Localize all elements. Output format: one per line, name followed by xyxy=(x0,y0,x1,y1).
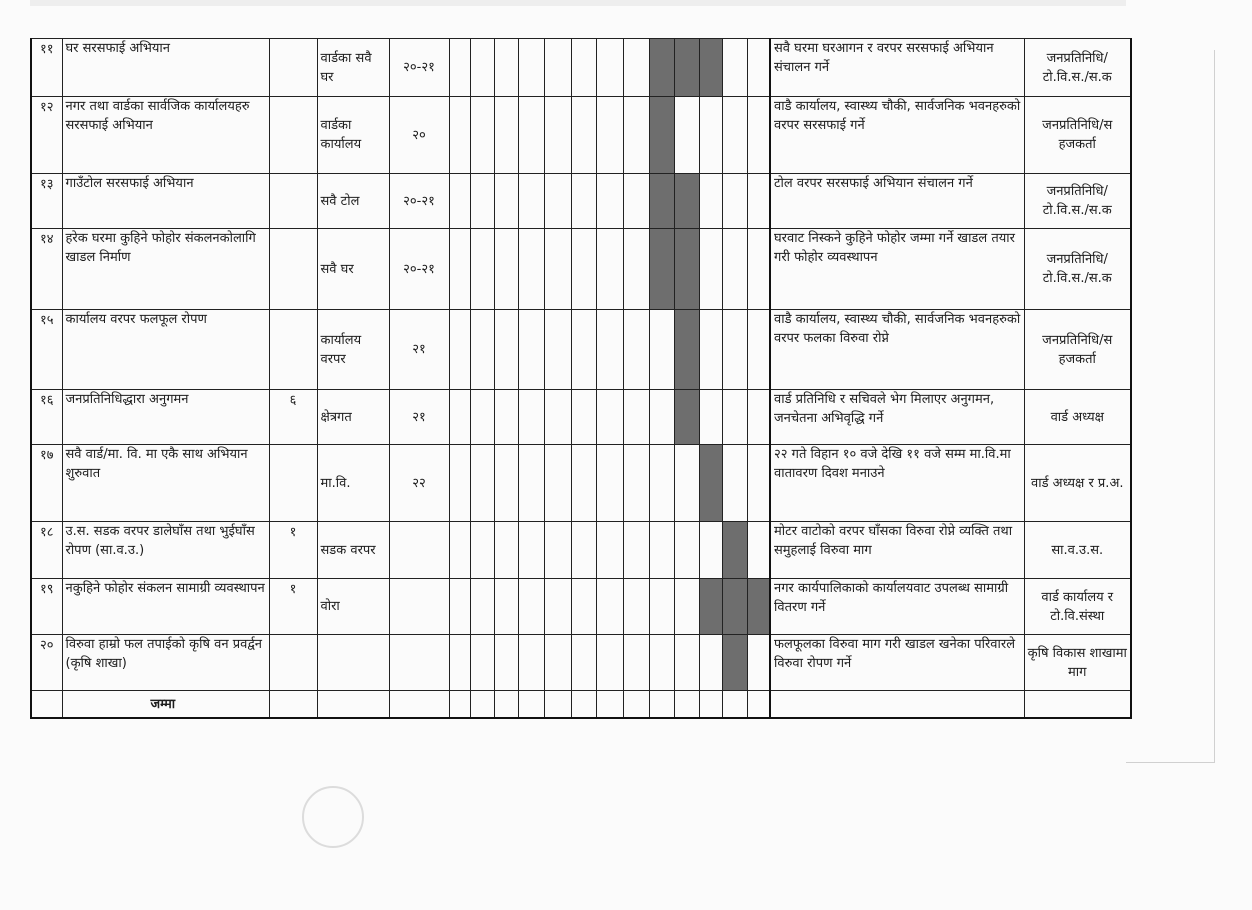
schedule-grid-cell xyxy=(518,445,544,522)
schedule-grid-cell xyxy=(544,390,571,445)
faint-office-stamp xyxy=(302,786,364,848)
schedule-grid-cell xyxy=(470,310,494,390)
schedule-grid-cell xyxy=(544,174,571,229)
schedule-grid-cell xyxy=(449,445,470,522)
schedule-grid-cell xyxy=(470,39,494,97)
schedule-grid-cell xyxy=(571,579,596,635)
schedule-grid-cell xyxy=(494,174,518,229)
schedule-grid-cell xyxy=(571,39,596,97)
responsible-cell: जनप्रतिनिधि/स हजकर्ता xyxy=(1024,310,1131,390)
responsible-cell: जनप्रतिनिधि/स हजकर्ता xyxy=(1024,97,1131,174)
schedule-grid-cell xyxy=(623,229,649,310)
schedule-grid-cell xyxy=(699,579,722,635)
quantity-cell xyxy=(269,97,317,174)
page-top-strip xyxy=(30,0,1126,6)
schedule-grid-cell xyxy=(494,445,518,522)
activity-cell: उ.स. सडक वरपर डालेघाँस तथा भुईघाँस रोपण (सा.व.उ.) xyxy=(62,522,269,579)
schedule-grid-cell xyxy=(747,310,770,390)
schedule-grid-cell xyxy=(722,390,747,445)
schedule-grid-cell xyxy=(449,39,470,97)
place-cell: क्षेत्रगत xyxy=(317,390,389,445)
schedule-grid-cell xyxy=(674,522,699,579)
responsible-cell: जनप्रतिनिधि/ टो.वि.स./स.क xyxy=(1024,39,1131,97)
schedule-grid-cell xyxy=(674,310,699,390)
schedule-grid-cell xyxy=(747,97,770,174)
schedule-grid-cell xyxy=(623,39,649,97)
schedule-grid-cell xyxy=(596,310,623,390)
quantity-cell: १ xyxy=(269,579,317,635)
quantity-cell xyxy=(269,310,317,390)
schedule-grid-cell xyxy=(699,522,722,579)
description-cell: वार्ड प्रतिनिधि र सचिवले भेग मिलाएर अनुगमन, जनचेतना अभिवृद्धि गर्ने xyxy=(770,390,1024,445)
description-cell: मोटर वाटोको वरपर घाँसका विरुवा रोप्ने व्यक्ति तथा समुहलाई विरुवा माग xyxy=(770,522,1024,579)
schedule-grid-cell xyxy=(518,97,544,174)
activity-cell: हरेक घरमा कुहिने फोहोर संकलनकोलागि खाडल निर्माण xyxy=(62,229,269,310)
schedule-grid-cell xyxy=(470,390,494,445)
schedule-grid-cell xyxy=(722,579,747,635)
serial-number-cell: १९ xyxy=(31,579,62,635)
schedule-grid-cell xyxy=(747,229,770,310)
schedule-grid-cell xyxy=(571,97,596,174)
date-cell: २१ xyxy=(389,310,449,390)
description-cell: टोल वरपर सरसफाई अभियान संचालन गर्ने xyxy=(770,174,1024,229)
schedule-grid-cell xyxy=(722,174,747,229)
schedule-grid-cell xyxy=(470,522,494,579)
schedule-grid-cell xyxy=(649,174,674,229)
schedule-grid-cell xyxy=(699,97,722,174)
schedule-grid-cell xyxy=(596,445,623,522)
schedule-grid-cell xyxy=(649,97,674,174)
schedule-grid-cell xyxy=(571,229,596,310)
schedule-grid-cell xyxy=(494,97,518,174)
description-cell: घरवाट निस्कने कुहिने फोहोर जम्मा गर्ने खाडल तयार गरी फोहोर व्यवस्थापन xyxy=(770,229,1024,310)
schedule-grid-cell xyxy=(649,635,674,691)
schedule-grid-cell xyxy=(449,174,470,229)
schedule-grid-cell xyxy=(674,229,699,310)
schedule-grid-cell xyxy=(649,229,674,310)
schedule-grid-cell xyxy=(674,579,699,635)
serial-number-cell: १४ xyxy=(31,229,62,310)
quantity-cell xyxy=(269,445,317,522)
schedule-grid-cell xyxy=(494,522,518,579)
quantity-cell xyxy=(269,174,317,229)
serial-number-cell: १२ xyxy=(31,97,62,174)
schedule-grid-cell xyxy=(544,445,571,522)
schedule-grid-cell xyxy=(544,97,571,174)
schedule-grid-cell xyxy=(596,174,623,229)
date-cell: २० xyxy=(389,97,449,174)
activity-cell: गाउँटोल सरसफाई अभियान xyxy=(62,174,269,229)
schedule-grid-cell xyxy=(747,635,770,691)
table-row xyxy=(31,97,1131,174)
description-cell: सवै घरमा घरआगन र वरपर सरसफाई अभियान संचालन गर्ने xyxy=(770,39,1024,97)
activity-cell: नकुहिने फोहोर संकलन सामाग्री व्यवस्थापन xyxy=(62,579,269,635)
schedule-grid-cell xyxy=(699,310,722,390)
schedule-grid-cell xyxy=(596,522,623,579)
serial-number-cell: २० xyxy=(31,635,62,691)
schedule-grid-cell xyxy=(699,445,722,522)
serial-number-cell: ११ xyxy=(31,39,62,97)
schedule-grid-cell xyxy=(518,522,544,579)
serial-number-cell: १८ xyxy=(31,522,62,579)
bleed-through-border xyxy=(1126,50,1215,763)
table-row xyxy=(31,229,1131,310)
schedule-grid-cell xyxy=(544,635,571,691)
quantity-cell xyxy=(269,635,317,691)
schedule-grid-cell xyxy=(571,310,596,390)
serial-number-cell: १३ xyxy=(31,174,62,229)
activity-cell: नगर तथा वार्डका सार्वजिक कार्यालयहरु सरसफाई अभियान xyxy=(62,97,269,174)
schedule-grid-cell xyxy=(623,445,649,522)
schedule-grid-cell xyxy=(571,635,596,691)
schedule-grid-cell xyxy=(494,229,518,310)
place-cell: सवै घर xyxy=(317,229,389,310)
schedule-grid-cell xyxy=(596,229,623,310)
responsible-cell: कृषि विकास शाखामा माग xyxy=(1024,635,1131,691)
place-cell: सवै टोल xyxy=(317,174,389,229)
table-row xyxy=(31,390,1131,445)
schedule-grid-cell xyxy=(722,310,747,390)
schedule-grid-cell xyxy=(596,39,623,97)
schedule-grid-cell xyxy=(747,39,770,97)
activity-cell: घर सरसफाई अभियान xyxy=(62,39,269,97)
responsible-cell: जनप्रतिनिधि/ टो.वि.स./स.क xyxy=(1024,229,1131,310)
description-cell: वाडै कार्यालय, स्वास्थ्य चौकी, सार्वजनिक भवनहरुको वरपर सरसफाई गर्ने xyxy=(770,97,1024,174)
schedule-grid-cell xyxy=(699,635,722,691)
schedule-grid-cell xyxy=(674,39,699,97)
description-cell: २२ गते विहान १० वजे देखि ११ वजे सम्म मा.वि.मा वातावरण दिवश मनाउने xyxy=(770,445,1024,522)
table-row xyxy=(31,174,1131,229)
total-sn-cell xyxy=(31,691,62,719)
quantity-cell xyxy=(269,229,317,310)
schedule-grid-cell xyxy=(544,579,571,635)
schedule-grid-cell xyxy=(623,174,649,229)
table-body xyxy=(31,39,1131,691)
schedule-grid-cell xyxy=(699,390,722,445)
schedule-grid-cell xyxy=(623,390,649,445)
place-cell: सडक वरपर xyxy=(317,522,389,579)
schedule-grid-cell xyxy=(674,174,699,229)
schedule-grid-cell xyxy=(722,445,747,522)
schedule-grid-cell xyxy=(518,310,544,390)
schedule-grid-cell xyxy=(722,229,747,310)
place-cell: वार्डका कार्यालय xyxy=(317,97,389,174)
date-cell: २०-२१ xyxy=(389,39,449,97)
schedule-grid-cell xyxy=(699,229,722,310)
place-cell: मा.वि. xyxy=(317,445,389,522)
schedule-grid-cell xyxy=(596,579,623,635)
schedule-grid-cell xyxy=(470,635,494,691)
action-plan-table xyxy=(30,38,1132,719)
date-cell: २०-२१ xyxy=(389,174,449,229)
schedule-grid-cell xyxy=(596,635,623,691)
date-cell: २१ xyxy=(389,390,449,445)
schedule-grid-cell xyxy=(544,310,571,390)
schedule-grid-cell xyxy=(470,579,494,635)
place-cell: वार्डका सवै घर xyxy=(317,39,389,97)
table-row xyxy=(31,310,1131,390)
table-row xyxy=(31,635,1131,691)
quantity-cell: ६ xyxy=(269,390,317,445)
table-row xyxy=(31,39,1131,97)
table-row xyxy=(31,579,1131,635)
schedule-grid-cell xyxy=(544,39,571,97)
quantity-cell xyxy=(269,39,317,97)
activity-cell: कार्यालय वरपर फलफूल रोपण xyxy=(62,310,269,390)
table-row xyxy=(31,445,1131,522)
schedule-grid-cell xyxy=(699,39,722,97)
schedule-grid-cell xyxy=(518,579,544,635)
schedule-grid-cell xyxy=(494,310,518,390)
schedule-grid-cell xyxy=(449,310,470,390)
responsible-cell: वार्ड कार्यालय र टो.वि.संस्था xyxy=(1024,579,1131,635)
table-row xyxy=(31,522,1131,579)
schedule-grid-cell xyxy=(544,522,571,579)
date-cell: २०-२१ xyxy=(389,229,449,310)
quantity-cell: १ xyxy=(269,522,317,579)
schedule-grid-cell xyxy=(699,174,722,229)
schedule-grid-cell xyxy=(674,635,699,691)
activity-cell: सवै वार्ड/मा. वि. मा एकै साथ अभियान शुरुवात xyxy=(62,445,269,522)
schedule-grid-cell xyxy=(470,174,494,229)
schedule-grid-cell xyxy=(494,635,518,691)
place-cell: वोरा xyxy=(317,579,389,635)
schedule-grid-cell xyxy=(747,445,770,522)
schedule-grid-cell xyxy=(571,445,596,522)
schedule-grid-cell xyxy=(494,39,518,97)
place-cell xyxy=(317,635,389,691)
schedule-grid-cell xyxy=(649,390,674,445)
schedule-grid-cell xyxy=(722,39,747,97)
schedule-grid-cell xyxy=(747,579,770,635)
schedule-grid-cell xyxy=(571,390,596,445)
schedule-grid-cell xyxy=(623,310,649,390)
responsible-cell: सा.व.उ.स. xyxy=(1024,522,1131,579)
schedule-grid-cell xyxy=(649,39,674,97)
schedule-grid-cell xyxy=(722,522,747,579)
schedule-grid-cell xyxy=(596,97,623,174)
schedule-grid-cell xyxy=(544,229,571,310)
schedule-grid-cell xyxy=(470,445,494,522)
schedule-grid-cell xyxy=(649,445,674,522)
date-cell xyxy=(389,635,449,691)
schedule-grid-cell xyxy=(518,390,544,445)
responsible-cell: वार्ड अध्यक्ष xyxy=(1024,390,1131,445)
description-cell: नगर कार्यपालिकाको कार्यालयवाट उपलब्ध सामाग्री वितरण गर्ने xyxy=(770,579,1024,635)
date-cell xyxy=(389,579,449,635)
schedule-grid-cell xyxy=(649,310,674,390)
schedule-grid-cell xyxy=(449,522,470,579)
schedule-grid-cell xyxy=(747,522,770,579)
schedule-grid-cell xyxy=(747,174,770,229)
schedule-grid-cell xyxy=(494,390,518,445)
schedule-grid-cell xyxy=(470,229,494,310)
description-cell: वाडै कार्यालय, स्वास्थ्य चौकी, सार्वजनिक भवनहरुको वरपर फलका विरुवा रोप्ने xyxy=(770,310,1024,390)
date-cell: २२ xyxy=(389,445,449,522)
serial-number-cell: १६ xyxy=(31,390,62,445)
schedule-grid-cell xyxy=(722,97,747,174)
schedule-grid-cell xyxy=(449,390,470,445)
schedule-grid-cell xyxy=(674,445,699,522)
schedule-grid-cell xyxy=(470,97,494,174)
schedule-grid-cell xyxy=(596,390,623,445)
responsible-cell: वार्ड अध्यक्ष र प्र.अ. xyxy=(1024,445,1131,522)
schedule-grid-cell xyxy=(449,579,470,635)
schedule-grid-cell xyxy=(571,174,596,229)
serial-number-cell: १७ xyxy=(31,445,62,522)
schedule-grid-cell xyxy=(518,635,544,691)
schedule-grid-cell xyxy=(722,635,747,691)
schedule-grid-cell xyxy=(623,97,649,174)
responsible-cell: जनप्रतिनिधि/ टो.वि.स./स.क xyxy=(1024,174,1131,229)
schedule-grid-cell xyxy=(623,635,649,691)
schedule-grid-cell xyxy=(518,39,544,97)
serial-number-cell: १५ xyxy=(31,310,62,390)
schedule-grid-cell xyxy=(747,390,770,445)
schedule-grid-cell xyxy=(649,522,674,579)
schedule-grid-cell xyxy=(571,522,596,579)
activity-cell: विरुवा हाम्रो फल तपाईको कृषि वन प्रवर्द्वन (कृषि शाखा) xyxy=(62,635,269,691)
schedule-grid-cell xyxy=(674,97,699,174)
schedule-grid-cell xyxy=(649,579,674,635)
schedule-grid-cell xyxy=(623,522,649,579)
place-cell: कार्यालय वरपर xyxy=(317,310,389,390)
schedule-grid-cell xyxy=(449,97,470,174)
schedule-grid-cell xyxy=(518,229,544,310)
description-cell: फलफूलका विरुवा माग गरी खाडल खनेका परिवारले विरुवा रोपण गर्ने xyxy=(770,635,1024,691)
date-cell xyxy=(389,522,449,579)
schedule-grid-cell xyxy=(449,635,470,691)
schedule-grid-cell xyxy=(449,229,470,310)
total-label: जम्मा xyxy=(62,691,269,719)
schedule-grid-cell xyxy=(518,174,544,229)
total-row xyxy=(31,691,1131,719)
activity-cell: जनप्रतिनिधिद्धारा अनुगमन xyxy=(62,390,269,445)
schedule-grid-cell xyxy=(494,579,518,635)
schedule-grid-cell xyxy=(674,390,699,445)
schedule-grid-cell xyxy=(623,579,649,635)
